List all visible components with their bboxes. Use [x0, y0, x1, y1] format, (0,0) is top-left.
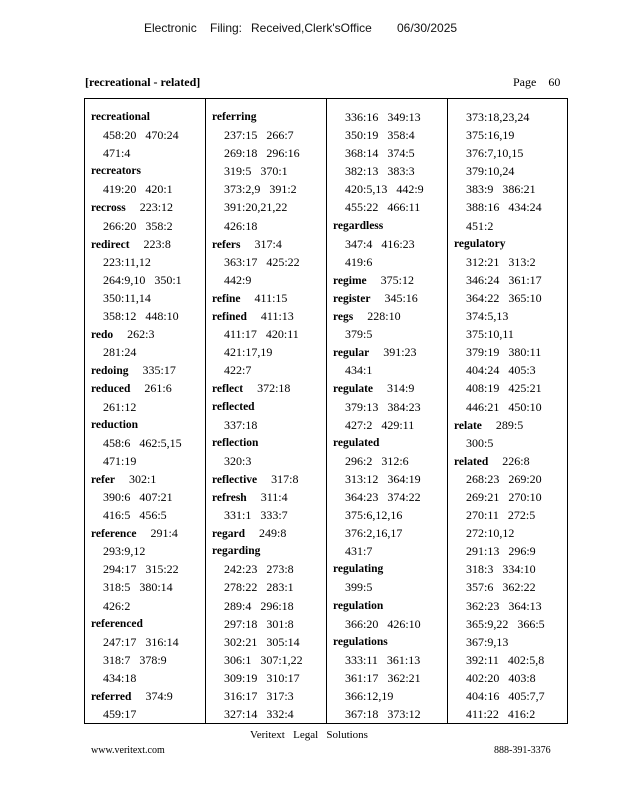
index-term-entry	[206, 379, 324, 397]
index-reference-line: 350:11,14	[103, 290, 151, 305]
index-reference-line: 269:18 296:16	[224, 146, 300, 161]
index-reference-line: 419:6	[345, 254, 373, 269]
index-term-entry	[206, 488, 324, 506]
index-reference-line: 347:4 416:23	[345, 236, 415, 251]
index-reference-line: 294:17 315:22	[103, 562, 179, 577]
index-reference-line: 313:12 364:19	[345, 471, 421, 486]
index-term-entry	[85, 361, 203, 379]
index-term-entry	[206, 524, 324, 542]
electronic-filing-stamp	[0, 21, 618, 37]
index-term-reference: 302:1	[129, 471, 157, 486]
index-reference-line: 404:16 405:7,7	[466, 689, 545, 703]
index-term-entry	[327, 307, 445, 325]
index-reference-line: 350:19 358:4	[345, 128, 415, 143]
index-reference-line: 376:7,10,15	[466, 146, 524, 161]
index-term: redo	[91, 329, 114, 342]
index-reference-line: 367:18 373:12	[345, 707, 421, 722]
index-term-entry	[327, 434, 445, 452]
index-reference-line: 242:23 273:8	[224, 562, 294, 577]
index-reference-line: 270:11 272:5	[466, 508, 536, 523]
index-reference-line: 379:10,24	[466, 164, 515, 179]
index-term-entry	[85, 108, 203, 126]
index-term: referred	[91, 691, 132, 703]
index-term: regard	[212, 528, 246, 541]
index-reference-line: 434:18	[103, 670, 137, 685]
index-reference-line: 379:19 380:11	[466, 345, 542, 360]
index-term-entry	[448, 235, 566, 253]
index-reference-line: 266:20 358:2	[103, 218, 173, 233]
index-reference-line: 361:17 362:21	[345, 670, 421, 685]
index-reference-line: 366:12,19	[345, 689, 394, 703]
index-term: regulating	[333, 563, 384, 576]
index-reference-line: 318:7 378:9	[103, 652, 167, 667]
footer-website: www.veritext.com	[91, 745, 165, 756]
index-reference-line: 382:13 383:3	[345, 164, 415, 179]
index-term: redirect	[91, 238, 130, 251]
index-reference-line: 333:11 361:13	[345, 652, 421, 667]
index-term-reference: 262:3	[127, 327, 155, 342]
index-term: recross	[91, 202, 126, 215]
index-reference-line: 375:6,12,16	[345, 508, 403, 523]
index-term-entry	[206, 398, 324, 416]
index-term: refine	[212, 292, 241, 305]
index-term-entry	[327, 271, 445, 289]
stamp-filing: Filing:	[210, 21, 243, 35]
index-term-reference: 335:17	[142, 363, 176, 378]
index-term-entry	[85, 162, 203, 180]
index-term: reflect	[212, 383, 244, 396]
index-term: referring	[212, 111, 257, 123]
index-reference-line: 316:17 317:3	[224, 689, 294, 703]
index-column-1	[85, 108, 203, 723]
index-reference-line: 269:21 270:10	[466, 489, 542, 504]
index-term-entry	[85, 416, 203, 434]
index-reference-line: 318:5 380:14	[103, 580, 173, 595]
index-reference-line: 278:22 283:1	[224, 580, 294, 595]
index-reference-line: 300:5	[466, 435, 494, 450]
index-reference-line: 247:17 316:14	[103, 634, 179, 649]
index-term: regulatory	[454, 237, 506, 250]
index-reference-line: 320:3	[224, 453, 252, 468]
page-label: Page	[513, 75, 537, 89]
index-term: regs	[333, 311, 354, 324]
index-term-entry	[327, 560, 445, 578]
index-reference-line: 363:17 425:22	[224, 254, 300, 269]
index-term: regardless	[333, 219, 384, 232]
index-reference-line: 390:6 407:21	[103, 489, 173, 504]
index-term-entry	[206, 470, 324, 488]
index-reference-line: 422:7	[224, 363, 252, 378]
index-term: regarding	[212, 545, 261, 558]
stamp-electronic: Electronic	[144, 21, 197, 35]
index-reference-line: 408:19 425:21	[466, 381, 542, 396]
index-term: regime	[333, 274, 367, 287]
index-reference-line: 318:3 334:10	[466, 562, 536, 577]
index-term: reduction	[91, 418, 139, 431]
index-reference-line: 416:5 456:5	[103, 508, 167, 523]
index-reference-line: 374:5,13	[466, 309, 509, 324]
index-range-label: [recreational - related]	[85, 75, 201, 89]
index-reference-line: 446:21 450:10	[466, 399, 542, 414]
index-term-entry	[327, 597, 445, 615]
index-reference-line: 411:17 420:11	[224, 327, 299, 342]
index-term-reference: 226:8	[502, 453, 530, 468]
index-reference-line: 367:9,13	[466, 634, 509, 649]
index-reference-line: 368:14 374:5	[345, 146, 415, 161]
index-reference-line: 455:22 466:11	[345, 200, 421, 215]
index-term-entry	[327, 289, 445, 307]
index-reference-line: 291:13 296:9	[466, 544, 536, 559]
index-term: relate	[454, 419, 482, 432]
index-reference-line: 426:2	[103, 598, 131, 613]
index-reference-line: 434:1	[345, 363, 373, 378]
index-term-reference: 391:23	[383, 345, 417, 360]
index-term-entry	[206, 434, 324, 452]
index-term-entry	[206, 235, 324, 253]
index-reference-line: 427:2 429:11	[345, 417, 415, 432]
index-reference-line: 451:2	[466, 218, 494, 233]
index-reference-line: 309:19 310:17	[224, 670, 300, 685]
index-term-entry	[206, 542, 324, 560]
index-column-3	[327, 108, 445, 723]
index-reference-line: 383:9 386:21	[466, 182, 536, 197]
index-reference-line: 272:10,12	[466, 526, 515, 541]
index-reference-line: 426:18	[224, 218, 258, 233]
index-reference-line: 336:16 349:13	[345, 110, 421, 124]
index-reference-line: 296:2 312:6	[345, 453, 409, 468]
index-reference-line: 373:18,23,24	[466, 110, 530, 124]
index-reference-line: 357:6 362:22	[466, 580, 536, 595]
index-reference-line: 264:9,10 350:1	[103, 272, 182, 287]
index-term-reference: 375:12	[380, 272, 414, 287]
index-term: regular	[333, 347, 370, 360]
index-reference-line: 458:20 470:24	[103, 128, 179, 143]
index-reference-line: 471:19	[103, 453, 137, 468]
index-reference-line: 419:20 420:1	[103, 182, 173, 197]
index-reference-line: 237:15 266:7	[224, 128, 294, 143]
index-reference-line: 261:12	[103, 399, 137, 414]
index-term-entry	[448, 416, 566, 434]
index-reference-line: 337:18	[224, 417, 258, 432]
index-reference-line: 411:22 416:2	[466, 707, 536, 722]
index-term-reference: 291:4	[150, 526, 178, 541]
index-reference-line: 388:16 434:24	[466, 200, 542, 215]
page-number	[513, 75, 560, 90]
index-term-reference: 223:8	[143, 236, 171, 251]
index-reference-line: 459:17	[103, 707, 137, 722]
page-number-value: 60	[548, 75, 561, 89]
index-term: referenced	[91, 617, 143, 630]
index-reference-line: 289:4 296:18	[224, 598, 294, 613]
index-reference-line: 392:11 402:5,8	[466, 652, 545, 667]
index-reference-line: 281:24	[103, 345, 137, 360]
index-reference-line: 375:10,11	[466, 327, 514, 342]
index-reference-line: 362:23 364:13	[466, 598, 542, 613]
index-term-reference: 317:8	[271, 471, 299, 486]
index-term-reference: 311:4	[260, 489, 288, 504]
index-term-entry	[327, 217, 445, 235]
index-column-2	[206, 108, 324, 723]
index-reference-line: 312:21 313:2	[466, 254, 536, 269]
index-term-reference: 249:8	[259, 526, 287, 541]
index-term-reference: 223:12	[139, 200, 174, 215]
index-reference-line: 365:9,22 366:5	[466, 616, 545, 631]
index-reference-line: 379:5	[345, 327, 373, 342]
index-term-entry	[85, 235, 203, 253]
index-reference-line: 364:22 365:10	[466, 290, 542, 305]
index-reference-line: 442:9	[224, 272, 252, 287]
index-reference-line: 366:20 426:10	[345, 616, 421, 631]
index-term-entry	[85, 615, 203, 633]
index-term-entry	[206, 307, 324, 325]
index-term-reference: 374:9	[145, 689, 173, 703]
index-term-reference: 345:16	[384, 290, 418, 305]
index-term-entry	[448, 452, 566, 470]
index-reference-line: 471:4	[103, 146, 131, 161]
index-reference-line: 404:24 405:3	[466, 363, 536, 378]
index-term-reference: 411:13	[260, 309, 294, 324]
index-term: regulation	[333, 599, 384, 612]
index-term-reference: 411:15	[254, 290, 288, 305]
index-reference-line: 431:7	[345, 544, 373, 559]
index-term-entry	[85, 325, 203, 343]
index-reference-line: 358:12 448:10	[103, 309, 179, 324]
index-term: redoing	[91, 365, 129, 378]
index-reference-line: 293:9,12	[103, 544, 146, 559]
index-reference-line: 306:1 307:1,22	[224, 652, 303, 667]
index-term-entry	[85, 379, 203, 397]
index-term-entry	[206, 108, 324, 126]
index-reference-line: 331:1 333:7	[224, 508, 288, 523]
index-term: refresh	[212, 491, 247, 504]
index-term: reduced	[91, 383, 131, 396]
index-reference-line: 399:5	[345, 580, 373, 595]
index-term: related	[454, 455, 489, 468]
index-term-reference: 314:9	[387, 381, 415, 396]
index-reference-line: 223:11,12	[103, 254, 151, 269]
index-reference-line: 402:20 403:8	[466, 670, 536, 685]
index-reference-line: 297:18 301:8	[224, 616, 294, 631]
index-term-entry	[85, 470, 203, 488]
index-term: reflected	[212, 400, 255, 413]
stamp-received: Received,Clerk'sOffice	[251, 21, 372, 35]
footer-phone: 888-391-3376	[494, 745, 551, 756]
index-reference-line: 421:17,19	[224, 345, 273, 360]
index-term-reference: 261:6	[144, 381, 172, 396]
index-term: register	[333, 292, 371, 305]
stamp-date: 06/30/2025	[397, 21, 458, 35]
index-term-entry	[327, 379, 445, 397]
index-term: reflection	[212, 436, 259, 449]
index-term-reference: 317:4	[254, 236, 282, 251]
index-term-reference: 372:18	[257, 381, 291, 396]
index-reference-line: 375:16,19	[466, 128, 515, 143]
index-reference-line: 458:6 462:5,15	[103, 435, 182, 450]
index-reference-line: 346:24 361:17	[466, 272, 542, 287]
index-term: refers	[212, 238, 241, 251]
index-reference-line: 379:13 384:23	[345, 399, 421, 414]
index-reference-line: 420:5,13 442:9	[345, 182, 424, 197]
index-term: recreational	[91, 111, 150, 123]
footer-company: Veritext Legal Solutions	[250, 729, 368, 741]
index-term: reflective	[212, 473, 258, 486]
index-reference-line: 268:23 269:20	[466, 471, 542, 486]
index-reference-line: 327:14 332:4	[224, 707, 294, 722]
index-term-entry	[85, 198, 203, 216]
index-reference-line: 391:20,21,22	[224, 200, 288, 215]
index-term-entry	[327, 343, 445, 361]
index-term-entry	[85, 687, 203, 705]
index-term: regulate	[333, 383, 374, 396]
index-term: regulated	[333, 436, 380, 449]
index-term-reference: 289:5	[495, 417, 524, 432]
index-reference-line: 364:23 374:22	[345, 489, 421, 504]
index-term: reference	[91, 528, 137, 541]
index-term-entry	[327, 633, 445, 651]
index-term: regulations	[333, 635, 388, 648]
index-term: recreators	[91, 165, 142, 178]
index-reference-line: 302:21 305:14	[224, 634, 300, 649]
index-term-entry	[85, 524, 203, 542]
index-term-reference: 228:10	[367, 309, 401, 324]
index-reference-line: 376:2,16,17	[345, 526, 403, 541]
index-reference-line: 319:5 370:1	[224, 164, 288, 179]
index-term-entry	[206, 289, 324, 307]
index-term: refined	[212, 311, 247, 324]
index-column-4	[448, 108, 566, 723]
index-term: refer	[91, 473, 116, 486]
index-reference-line: 373:2,9 391:2	[224, 182, 297, 197]
